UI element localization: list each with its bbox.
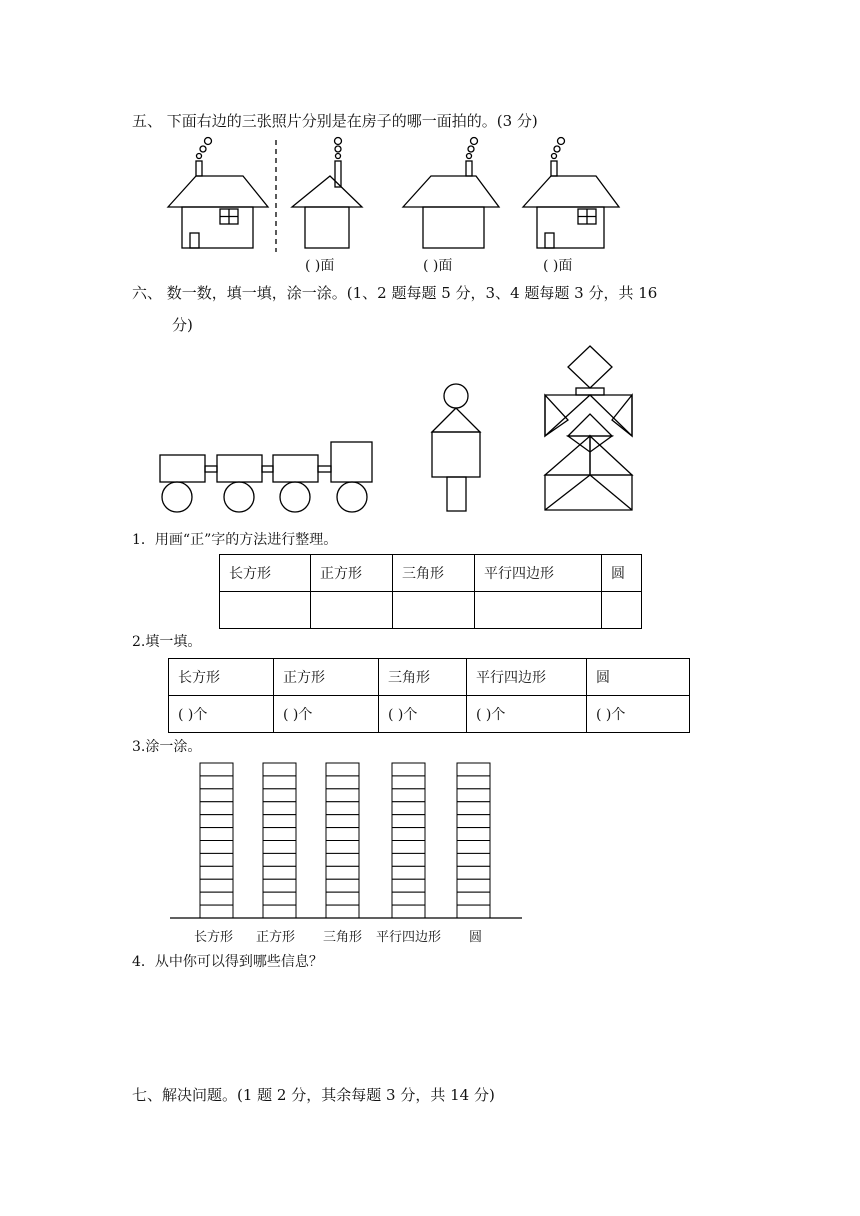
question-3: 3.涂一涂。 bbox=[132, 739, 202, 755]
count-header-rectangle: 长方形 bbox=[169, 659, 274, 696]
graph-cell[interactable] bbox=[457, 905, 490, 918]
answer-blank-2[interactable]: ( )面 bbox=[423, 258, 453, 274]
graph-cell[interactable] bbox=[457, 853, 490, 866]
graph-cell[interactable] bbox=[326, 905, 359, 918]
graph-cell[interactable] bbox=[200, 815, 233, 828]
graph-cell[interactable] bbox=[457, 841, 490, 854]
graph-column bbox=[326, 763, 359, 918]
count-header-circle: 圆 bbox=[587, 659, 690, 696]
tally-header-parallelogram: 平行四边形 bbox=[475, 555, 602, 592]
tally-header-rectangle: 长方形 bbox=[220, 555, 311, 592]
count-blank-circle[interactable]: ( )个 bbox=[587, 696, 690, 733]
graph-cell[interactable] bbox=[200, 892, 233, 905]
graph-cell[interactable] bbox=[392, 892, 425, 905]
graph-cell[interactable] bbox=[392, 853, 425, 866]
graph-cell[interactable] bbox=[326, 853, 359, 866]
count-header-triangle: 三角形 bbox=[379, 659, 467, 696]
tally-header-square: 正方形 bbox=[311, 555, 393, 592]
graph-cell[interactable] bbox=[200, 802, 233, 815]
graph-cell[interactable] bbox=[263, 905, 296, 918]
graph-cell[interactable] bbox=[392, 776, 425, 789]
count-header-parallelogram: 平行四边形 bbox=[467, 659, 587, 696]
graph-cell[interactable] bbox=[263, 853, 296, 866]
graph-label-parallelogram: 平行四边形 bbox=[376, 930, 442, 945]
graph-column bbox=[392, 763, 425, 918]
answer-blank-1[interactable]: ( )面 bbox=[305, 258, 335, 274]
graph-cell[interactable] bbox=[392, 866, 425, 879]
graph-cell[interactable] bbox=[263, 776, 296, 789]
question-1: 1．用画“正”字的方法进行整理。 bbox=[132, 532, 338, 548]
count-blank-rectangle[interactable]: ( )个 bbox=[169, 696, 274, 733]
graph-label-circle: 圆 bbox=[469, 930, 483, 945]
graph-cell[interactable] bbox=[457, 802, 490, 815]
graph-cell[interactable] bbox=[326, 776, 359, 789]
graph-cell[interactable] bbox=[200, 879, 233, 892]
graph-label-triangle: 三角形 bbox=[323, 930, 363, 945]
graph-column bbox=[457, 763, 490, 918]
graph-cell[interactable] bbox=[200, 789, 233, 802]
graph-cell[interactable] bbox=[326, 763, 359, 776]
count-blank-parallelogram[interactable]: ( )个 bbox=[467, 696, 587, 733]
graph-cell[interactable] bbox=[200, 905, 233, 918]
graph-cell[interactable] bbox=[326, 879, 359, 892]
section-6-title-line-2: 分) bbox=[172, 316, 193, 334]
graph-cell[interactable] bbox=[326, 866, 359, 879]
graph-cell[interactable] bbox=[326, 815, 359, 828]
graph-cell[interactable] bbox=[392, 841, 425, 854]
section-7-title: 七、解决问题。(1 题 2 分，其余每题 3 分，共 14 分) bbox=[132, 1086, 495, 1104]
graph-column bbox=[263, 763, 296, 918]
count-blank-triangle[interactable]: ( )个 bbox=[379, 696, 467, 733]
question-4: 4．从中你可以得到哪些信息？ bbox=[132, 954, 323, 970]
section-5-title: 五、 下面右边的三张照片分别是在房子的哪一面拍的。(3 分) bbox=[132, 112, 538, 130]
graph-cell[interactable] bbox=[326, 892, 359, 905]
graph-cell[interactable] bbox=[392, 828, 425, 841]
graph-cell[interactable] bbox=[263, 815, 296, 828]
graph-cell[interactable] bbox=[326, 802, 359, 815]
graph-cell[interactable] bbox=[263, 763, 296, 776]
graph-cell[interactable] bbox=[457, 879, 490, 892]
question-2: 2.填一填。 bbox=[132, 634, 202, 650]
graph-cell[interactable] bbox=[457, 789, 490, 802]
graph-cell[interactable] bbox=[326, 789, 359, 802]
graph-cell[interactable] bbox=[392, 815, 425, 828]
graph-cell[interactable] bbox=[263, 828, 296, 841]
section-6-title-line-1: 六、 数一数，填一填，涂一涂。(1、2 题每题 5 分，3、4 题每题 3 分，共 16 bbox=[132, 284, 658, 302]
graph-cell[interactable] bbox=[263, 802, 296, 815]
graph-cell[interactable] bbox=[392, 802, 425, 815]
graph-label-square: 正方形 bbox=[256, 930, 296, 945]
graph-cell[interactable] bbox=[392, 879, 425, 892]
graph-cell[interactable] bbox=[263, 789, 296, 802]
graph-cell[interactable] bbox=[200, 828, 233, 841]
graph-cell[interactable] bbox=[392, 905, 425, 918]
graph-cell[interactable] bbox=[263, 879, 296, 892]
graph-column bbox=[200, 763, 233, 918]
answer-blank-3[interactable]: ( )面 bbox=[543, 258, 573, 274]
tally-header-triangle: 三角形 bbox=[393, 555, 475, 592]
graph-cell[interactable] bbox=[457, 892, 490, 905]
graph-cell[interactable] bbox=[392, 789, 425, 802]
graph-cell[interactable] bbox=[457, 815, 490, 828]
graph-cell[interactable] bbox=[263, 892, 296, 905]
graph-cell[interactable] bbox=[457, 776, 490, 789]
graph-cell[interactable] bbox=[263, 866, 296, 879]
graph-cell[interactable] bbox=[263, 841, 296, 854]
graph-cell[interactable] bbox=[457, 828, 490, 841]
count-blank-square[interactable]: ( )个 bbox=[274, 696, 379, 733]
graph-cell[interactable] bbox=[326, 841, 359, 854]
graph-cell[interactable] bbox=[457, 763, 490, 776]
graph-cell[interactable] bbox=[200, 853, 233, 866]
graph-cell[interactable] bbox=[200, 866, 233, 879]
graph-cell[interactable] bbox=[200, 763, 233, 776]
graph-cell[interactable] bbox=[326, 828, 359, 841]
graph-cell[interactable] bbox=[200, 776, 233, 789]
graph-cell[interactable] bbox=[200, 841, 233, 854]
graph-label-rectangle: 长方形 bbox=[194, 930, 234, 945]
tally-header-circle: 圆 bbox=[602, 555, 642, 592]
count-header-square: 正方形 bbox=[274, 659, 379, 696]
graph-cell[interactable] bbox=[457, 866, 490, 879]
graph-cell[interactable] bbox=[392, 763, 425, 776]
